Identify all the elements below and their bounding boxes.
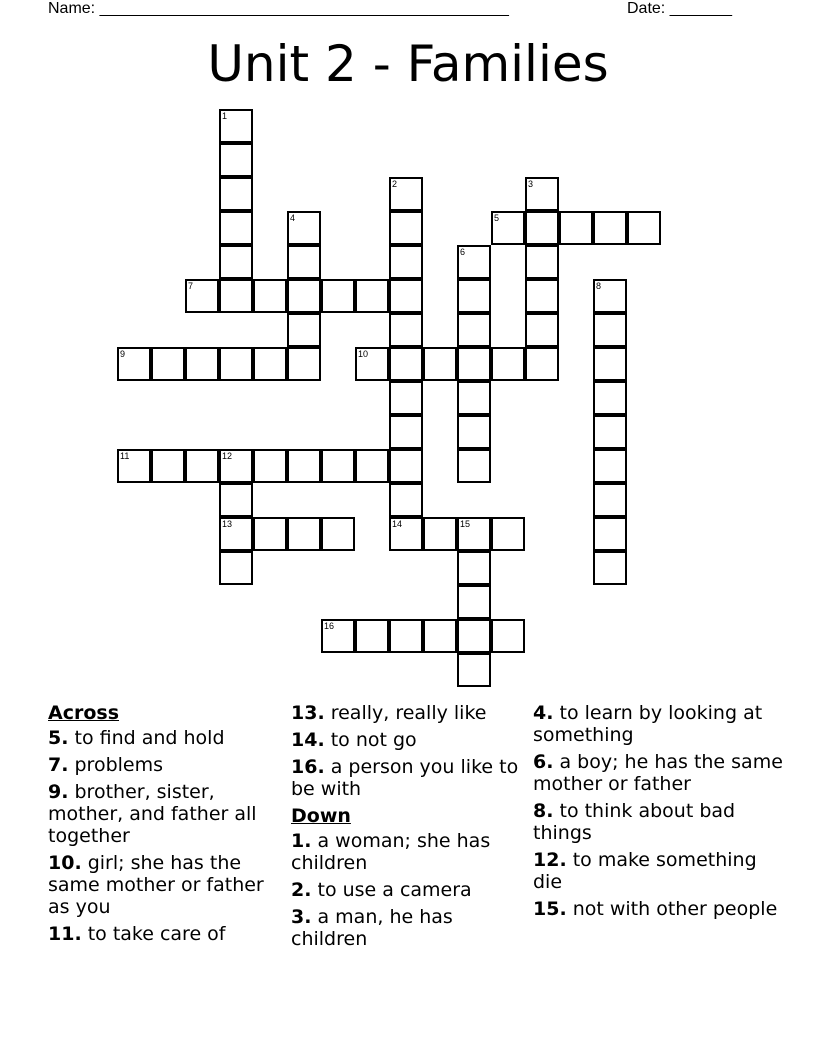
clue-item [533, 800, 783, 844]
grid-cell[interactable] [593, 279, 627, 313]
clue-number: 1. [291, 830, 312, 852]
grid-cell[interactable] [457, 381, 491, 415]
cell-number: 15 [460, 519, 471, 529]
clue-item [533, 751, 783, 795]
clue-item [48, 781, 284, 847]
grid-cell[interactable] [491, 517, 525, 551]
grid-cell[interactable] [389, 449, 423, 483]
name-field-line: Name: ______________________________________________ [48, 0, 509, 17]
grid-cell[interactable] [117, 347, 151, 381]
grid-cell[interactable] [321, 619, 355, 653]
grid-cell[interactable] [457, 449, 491, 483]
grid-cell[interactable] [593, 381, 627, 415]
clue-text: brother, sister, mother, and father all together [48, 781, 257, 847]
grid-cell[interactable] [219, 517, 253, 551]
grid-cell[interactable] [219, 211, 253, 245]
grid-cell[interactable] [219, 143, 253, 177]
grid-cell[interactable] [151, 347, 185, 381]
clue-text: to use a camera [311, 879, 472, 901]
grid-cell[interactable] [185, 279, 219, 313]
cell-number: 16 [324, 621, 335, 631]
clue-number: 3. [291, 906, 312, 928]
grid-cell[interactable] [593, 313, 627, 347]
grid-cell[interactable] [117, 449, 151, 483]
clue-text: problems [68, 754, 164, 776]
grid-cell[interactable] [253, 347, 287, 381]
clue-number: 6. [533, 751, 554, 773]
grid-cell[interactable] [525, 279, 559, 313]
grid-cell[interactable] [219, 551, 253, 585]
clue-number: 15. [533, 898, 567, 920]
grid-cell[interactable] [525, 313, 559, 347]
clue-item [291, 879, 527, 901]
grid-cell[interactable] [287, 449, 321, 483]
grid-cell[interactable] [525, 245, 559, 279]
grid-cell[interactable] [491, 619, 525, 653]
grid-cell[interactable] [593, 211, 627, 245]
grid-cell[interactable] [287, 211, 321, 245]
grid-cell[interactable] [219, 177, 253, 211]
grid-cell[interactable] [389, 211, 423, 245]
grid-cell[interactable] [491, 347, 525, 381]
grid-cell[interactable] [219, 279, 253, 313]
grid-cell[interactable] [457, 347, 491, 381]
grid-cell[interactable] [389, 517, 423, 551]
cell-number: 4 [290, 213, 296, 223]
grid-cell[interactable] [389, 415, 423, 449]
clue-number: 2. [291, 879, 312, 901]
grid-cell[interactable] [287, 517, 321, 551]
clue-number: 14. [291, 729, 325, 751]
grid-cell[interactable] [457, 551, 491, 585]
grid-cell[interactable] [389, 245, 423, 279]
grid-cell[interactable] [423, 619, 457, 653]
clue-item [533, 898, 783, 920]
cell-number: 13 [222, 519, 233, 529]
grid-cell[interactable] [491, 211, 525, 245]
clue-text: to think about bad things [533, 800, 736, 844]
cell-number: 2 [392, 179, 398, 189]
clue-text: a man, he has children [291, 906, 453, 950]
cell-number: 9 [120, 349, 126, 359]
across-heading: Across [48, 702, 120, 724]
grid-cell[interactable] [287, 279, 321, 313]
grid-cell[interactable] [321, 279, 355, 313]
clue-text: to learn by looking at something [533, 702, 763, 746]
clue-number: 10. [48, 852, 82, 874]
grid-cell[interactable] [457, 313, 491, 347]
clue-text: a woman; she has children [291, 830, 491, 874]
cell-number: 5 [494, 213, 500, 223]
grid-cell[interactable] [593, 347, 627, 381]
clue-text: really, really like [324, 702, 487, 724]
grid-cell[interactable] [525, 177, 559, 211]
cell-number: 12 [222, 451, 233, 461]
grid-cell[interactable] [287, 347, 321, 381]
clue-text: a person you like to be with [291, 756, 519, 800]
grid-cell[interactable] [389, 483, 423, 517]
grid-cell[interactable] [253, 517, 287, 551]
grid-cell[interactable] [219, 245, 253, 279]
clue-column-2 [291, 702, 527, 955]
cell-number: 7 [188, 281, 194, 291]
grid-cell[interactable] [389, 381, 423, 415]
grid-cell[interactable] [355, 279, 389, 313]
clue-text: to find and hold [68, 727, 225, 749]
clue-number: 12. [533, 849, 567, 871]
grid-cell[interactable] [151, 449, 185, 483]
clue-text: to take care of [81, 923, 226, 945]
clue-column-3 [533, 702, 783, 925]
grid-cell[interactable] [219, 109, 253, 143]
grid-cell[interactable] [525, 347, 559, 381]
clue-item [291, 830, 527, 874]
clue-item [533, 849, 783, 893]
grid-cell[interactable] [423, 517, 457, 551]
grid-cell[interactable] [287, 245, 321, 279]
clue-item [48, 852, 284, 918]
grid-cell[interactable] [185, 449, 219, 483]
grid-cell[interactable] [457, 415, 491, 449]
grid-cell[interactable] [219, 483, 253, 517]
grid-cell[interactable] [559, 211, 593, 245]
grid-cell[interactable] [389, 313, 423, 347]
cell-number: 11 [120, 451, 130, 461]
clue-text: girl; she has the same mother or father as you [48, 852, 264, 918]
grid-cell[interactable] [457, 517, 491, 551]
clue-number: 7. [48, 754, 69, 776]
clue-number: 16. [291, 756, 325, 778]
cell-number: 10 [358, 349, 369, 359]
grid-cell[interactable] [389, 619, 423, 653]
grid-cell[interactable] [355, 347, 389, 381]
clue-item [48, 727, 284, 749]
grid-cell[interactable] [389, 279, 423, 313]
clue-item [533, 702, 783, 746]
grid-cell[interactable] [627, 211, 661, 245]
clue-number: 11. [48, 923, 82, 945]
grid-cell[interactable] [185, 347, 219, 381]
grid-cell[interactable] [287, 313, 321, 347]
clue-number: 9. [48, 781, 69, 803]
clue-item [291, 729, 527, 751]
clue-column-1 [48, 702, 284, 950]
grid-cell[interactable] [389, 177, 423, 211]
grid-cell[interactable] [355, 449, 389, 483]
clue-text: a boy; he has the same mother or father [533, 751, 783, 795]
grid-cell[interactable] [219, 347, 253, 381]
grid-cell[interactable] [457, 653, 491, 687]
grid-cell[interactable] [457, 585, 491, 619]
grid-cell[interactable] [593, 415, 627, 449]
clue-item [48, 923, 284, 945]
cell-number: 3 [528, 179, 534, 189]
clue-text: to not go [324, 729, 417, 751]
clue-number: 5. [48, 727, 69, 749]
clue-item [291, 756, 527, 800]
date-field-line: Date: _______ [627, 0, 732, 17]
grid-cell[interactable] [593, 517, 627, 551]
grid-cell[interactable] [389, 347, 423, 381]
grid-cell[interactable] [253, 279, 287, 313]
grid-cell[interactable] [593, 551, 627, 585]
grid-cell[interactable] [593, 483, 627, 517]
grid-cell[interactable] [253, 449, 287, 483]
clue-number: 4. [533, 702, 554, 724]
page-title: Unit 2 - Families [207, 35, 609, 93]
grid-cell[interactable] [457, 279, 491, 313]
clue-number: 8. [533, 800, 554, 822]
cell-number: 14 [392, 519, 403, 529]
grid-cell[interactable] [219, 449, 253, 483]
clue-text: to make something die [533, 849, 757, 893]
grid-cell[interactable] [457, 245, 491, 279]
grid-cell[interactable] [593, 449, 627, 483]
clue-number: 13. [291, 702, 325, 724]
cell-number: 6 [460, 247, 466, 257]
cell-number: 8 [596, 281, 602, 291]
grid-cell[interactable] [355, 619, 389, 653]
grid-cell[interactable] [321, 517, 355, 551]
cell-number: 1 [222, 111, 228, 121]
grid-cell[interactable] [525, 211, 559, 245]
clue-item [291, 906, 527, 950]
clue-text: not with other people [566, 898, 778, 920]
clue-item [291, 702, 527, 724]
grid-cell[interactable] [457, 619, 491, 653]
down-heading: Down [291, 805, 351, 827]
clue-item [48, 754, 284, 776]
grid-cell[interactable] [321, 449, 355, 483]
grid-cell[interactable] [423, 347, 457, 381]
